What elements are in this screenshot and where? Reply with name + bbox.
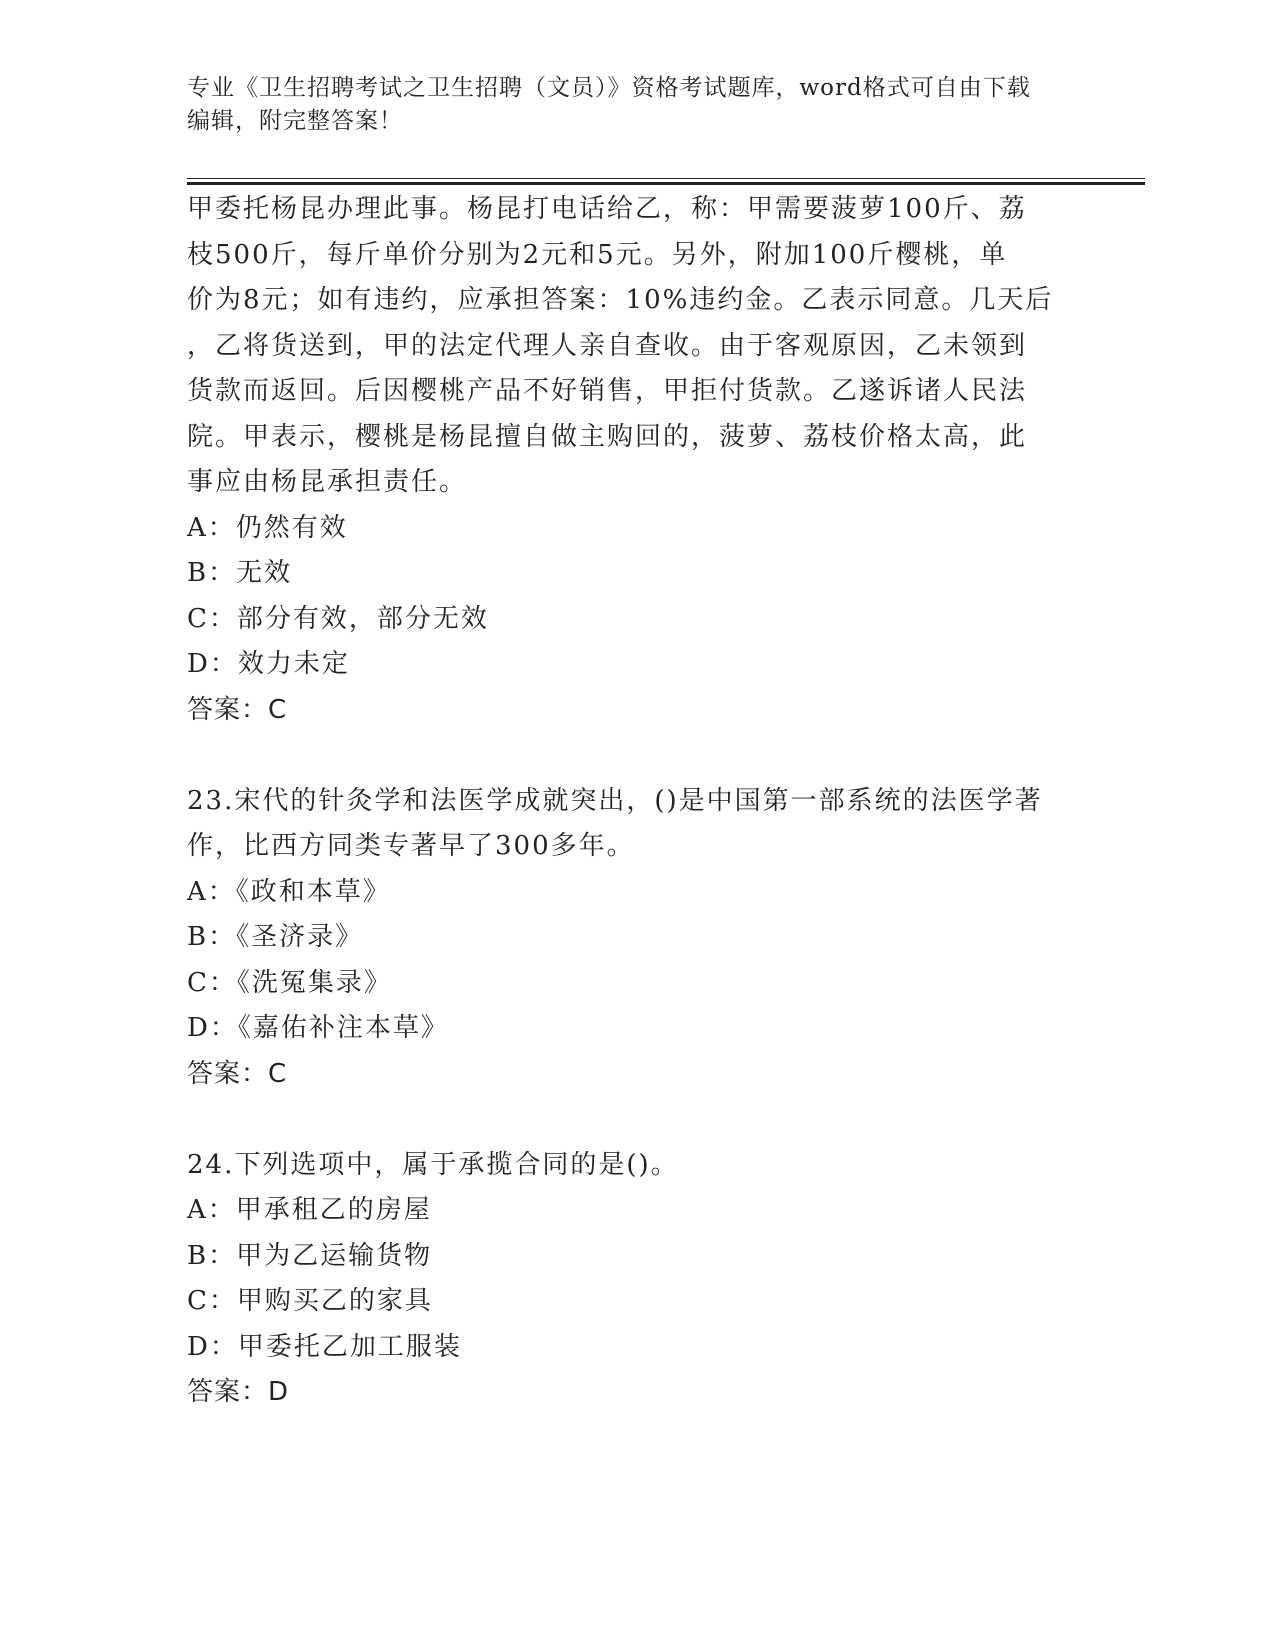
question-stem-line: 枝500斤，每斤单价分别为2元和5元。另外，附加100斤樱桃，单	[187, 239, 1008, 270]
question-spacer	[187, 733, 1067, 779]
question-stem-line: 23.宋代的针灸学和法医学成就突出，()是中国第一部系统的法医学著	[187, 785, 1043, 816]
option-d: D：效力未定	[187, 649, 350, 679]
answer-line: 答案：C	[187, 1058, 288, 1089]
option-b: B：《圣济录》	[187, 922, 364, 952]
question-stem-line: 作，比西方同类专著早了300多年。	[187, 831, 635, 861]
question-stem-line: ，乙将货送到，甲的法定代理人亲自查收。由于客观原因，乙未领到	[187, 330, 1028, 361]
header-line: 专业《卫生招聘考试之卫生招聘（文员）》资格考试题库，word格式可自由下载	[187, 75, 1031, 101]
option-c: C：《洗冤集录》	[187, 967, 392, 998]
answer-line: 答案：C	[187, 694, 288, 725]
option-d: D：甲委托乙加工服装	[187, 1331, 462, 1362]
option-b: B：甲为乙运输货物	[187, 1240, 433, 1271]
question-stem-line: 价为8元；如有违约，应承担答案：10%违约金。乙表示同意。几天后	[187, 285, 1054, 315]
option-c: C：部分有效，部分无效	[187, 603, 489, 634]
document-body	[187, 187, 1067, 1416]
option-d: D：《嘉佑补注本草》	[187, 1013, 449, 1043]
question-stem-line: 甲委托杨昆办理此事。杨昆打电话给乙，称：甲需要菠萝100斤、荔	[187, 194, 1027, 224]
answer-line: 答案：D	[187, 1377, 290, 1407]
question-stem-line: 事应由杨昆承担责任。	[187, 467, 468, 497]
question-22	[187, 187, 1067, 733]
question-stem-line: 货款而返回。后因樱桃产品不好销售，甲拒付货款。乙遂诉诸人民法	[187, 376, 1028, 406]
option-a: A：《政和本草》	[187, 876, 391, 907]
header-line: 编辑，附完整答案！	[187, 108, 403, 134]
document-header	[187, 72, 1087, 138]
option-a: A：甲承租乙的房屋	[187, 1195, 432, 1225]
question-24	[187, 1143, 1067, 1416]
question-23	[187, 779, 1067, 1098]
option-a: A：仍然有效	[187, 512, 348, 543]
option-b: B：无效	[187, 558, 293, 588]
question-stem-line: 院。甲表示，樱桃是杨昆擅自做主购回的，菠萝、荔枝价格太高，此	[187, 421, 1028, 452]
question-stem-line: 24.下列选项中，属于承揽合同的是()。	[187, 1149, 679, 1180]
header-divider-thin	[187, 178, 1145, 179]
option-c: C：甲购买乙的家具	[187, 1286, 433, 1316]
question-spacer	[187, 1097, 1067, 1143]
header-divider-thick	[187, 182, 1145, 185]
